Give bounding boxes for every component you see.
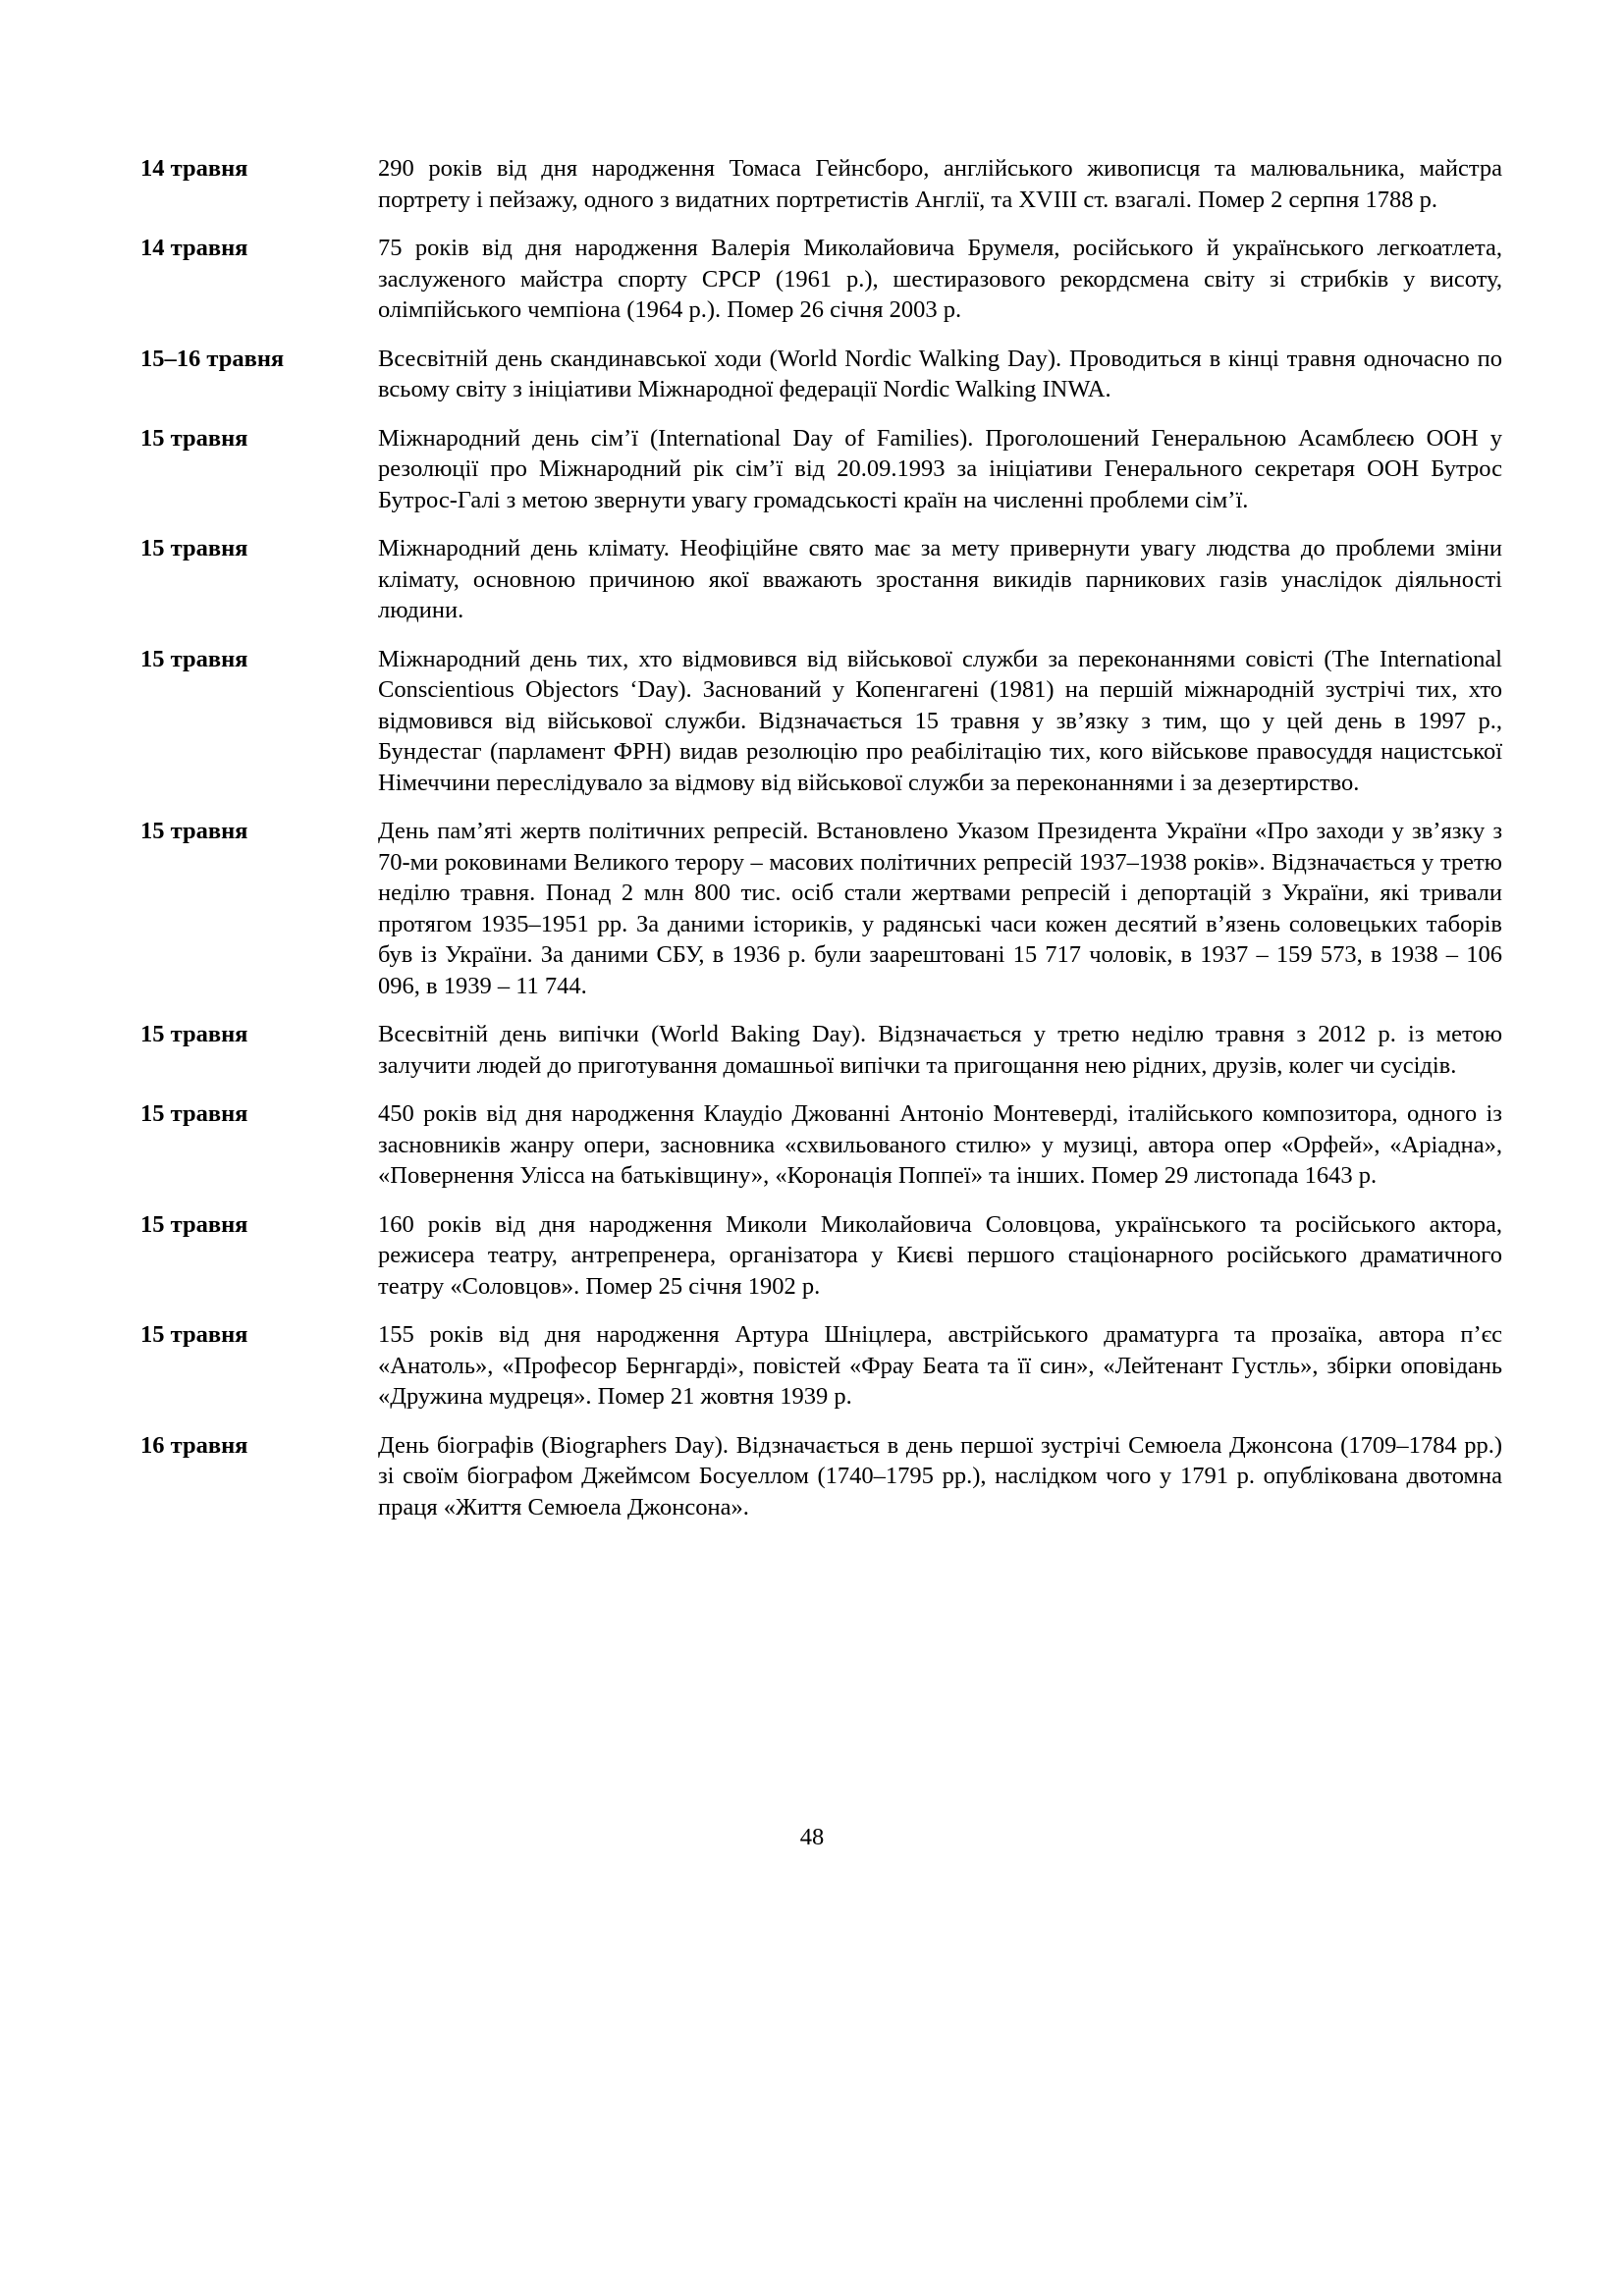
entry-text: Міжнародний день сім’ї (International Day of Families). Проголошений Генеральною Асамблеєю ООН у резолюції про Міжнародний рік сім’ї від 20.09.1993 за ініціативи Генерального секретаря ООН Бутрос Бутрос-Галі з метою звернути увагу громадськості країн на численні проблеми сім’ї. — [378, 424, 1502, 513]
calendar-entry — [140, 1430, 1502, 1523]
entry-text: 160 років від дня народження Миколи Миколайовича Соловцова, українського та російського актора, режисера театру, антрепренера, організатора у Києві першого стаціонарного російського драматичного театру «Соловцов». Помер 25 січня 1902 р. — [378, 1210, 1502, 1300]
entry-date: 16 травня — [140, 1431, 248, 1459]
entry-date: 14 травня — [140, 235, 248, 261]
calendar-entry — [140, 153, 1502, 215]
calendar-entry — [140, 344, 1502, 405]
calendar-entry — [140, 644, 1502, 799]
entry-date: 15 травня — [140, 1210, 248, 1238]
calendar-entry — [140, 423, 1502, 516]
entry-text: Всесвітній день випічки (World Baking Day). Відзначається у третю неділю травня з 2012 р. із метою залучити людей до приготування домашньої випічки та пригощання нею рідних, друзів, колег чи сусідів. — [378, 1021, 1502, 1079]
entry-date: 15 травня — [140, 818, 248, 844]
calendar-entry — [140, 533, 1502, 626]
calendar-entry — [140, 233, 1502, 326]
entry-text: День біографів (Biographers Day). Відзначається в день першої зустрічі Семюела Джонсона (1709–1784 рр.) зі своїм біографом Джеймсом Босуеллом (1740–1795 рр.), наслідком чого у 1791 р. опублікована двотомна праця «Життя Семюела Джонсона». — [378, 1431, 1502, 1521]
calendar-entry — [140, 1209, 1502, 1303]
entry-text: 155 років від дня народження Артура Шніцлера, австрійського драматурга та прозаїка, автора п’єс «Анатоль», «Професор Бернгарді», повістей «Фрау Беата та її син», «Лейтенант Густль», збірки оповідань «Дружина мудреця». Помер 21 жовтня 1939 р. — [378, 1321, 1502, 1410]
entry-date: 15 травня — [140, 1321, 248, 1348]
entry-date: 15 травня — [140, 645, 248, 672]
entry-date: 15 травня — [140, 535, 248, 561]
calendar-entry — [140, 1098, 1502, 1192]
entry-date: 15–16 травня — [140, 345, 285, 372]
calendar-entry — [140, 816, 1502, 1001]
entry-text: День пам’яті жертв політичних репресій. Встановлено Указом Президента України «Про заходи у зв’язку з 70-ми роковинами Великого терору – масових політичних репресій 1937–1938 років». Відзначається у третю неділю травня. Понад 2 млн 800 тис. осіб стали жертвами репресій і депортацій з України, які тривали протягом 1935–1951 рр. За даними істориків, у радянські часи кожен десятий в’язень соловецьких таборів був із України. За даними СБУ, в 1936 р. були заарештовані 15 717 чоловік, в 1937 – 159 573, в 1938 – 106 096, в 1939 – 11 744. — [378, 818, 1502, 999]
entry-date: 15 травня — [140, 424, 248, 452]
entry-text: 450 років від дня народження Клаудіо Джованні Антоніо Монтеверді, італійського композитора, одного із засновників жанру опери, засновника «схвильованого стилю» у музиці, автора опер «Орфей», «Аріадна», «Повернення Улісса на батьківщину», «Коронація Поппеї» та інших. Помер 29 листопада 1643 р. — [378, 1100, 1502, 1189]
entry-text: 290 років від дня народження Томаса Гейнсборо, англійського живописця та малювальника, майстра портрету і пейзажу, одного з видатних портретистів Англії, та XVIII ст. взагалі. Помер 2 серпня 1788 р. — [378, 155, 1502, 213]
entry-date: 15 травня — [140, 1021, 248, 1047]
entry-date: 14 травня — [140, 155, 248, 182]
entry-text: 75 років від дня народження Валерія Миколайовича Брумеля, російського й українського легкоатлета, заслуженого майстра спорту СРСР (1961 р.), шестиразового рекордсмена світу зі стрибків у висоту, олімпійського чемпіона (1964 р.). Помер 26 січня 2003 р. — [378, 235, 1502, 323]
calendar-entry — [140, 1019, 1502, 1081]
calendar-entries — [140, 153, 1502, 1540]
calendar-entry — [140, 1319, 1502, 1413]
entry-date: 15 травня — [140, 1100, 248, 1127]
entry-text: Міжнародний день клімату. Неофіційне свято має за мету привернути увагу людства до проблеми зміни клімату, основною причиною якої вважають зростання викидів парникових газів унаслідок діяльності людини. — [378, 535, 1502, 623]
entry-text: Всесвітній день скандинавської ходи (World Nordic Walking Day). Проводиться в кінці травня одночасно по всьому світу з ініціативи Міжнародної федерації Nordic Walking INWA. — [378, 345, 1502, 402]
entry-text: Міжнародний день тих, хто відмовився від військової служби за переконаннями совісті (The International Conscientious Objectors ‘Day). Заснований у Копенгагені (1981) на першій міжнародній зустрічі тих, хто відмовився від військової служби. Відзначається 15 травня у зв’язку з тим, що у цей день в 1997 р., Бундестаг (парламент ФРН) видав резолюцію про реабілітацію тих, кого військове правосуддя нацистської Німеччини переслідувало за відмову від військової служби за переконаннями і за дезертирство. — [378, 645, 1502, 796]
page-number: 48 — [799, 1824, 825, 1850]
